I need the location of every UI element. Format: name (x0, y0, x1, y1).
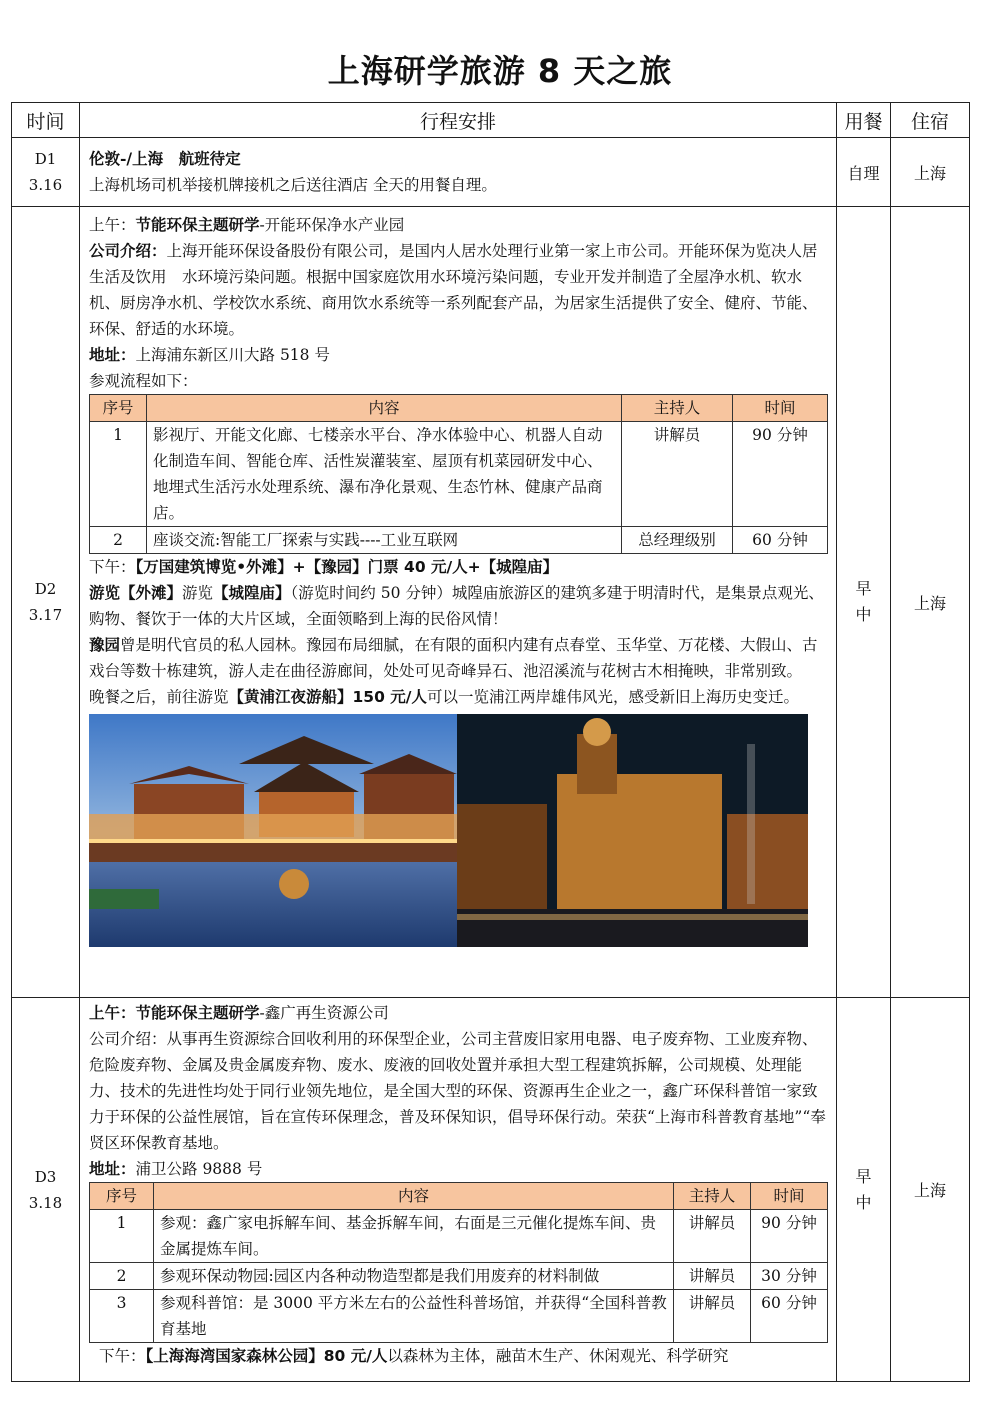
address-text: 上海浦东新区川大路 518 号 (135, 346, 330, 364)
row-no: 2 (90, 1263, 154, 1290)
day-row-d2 (12, 207, 970, 998)
morning-heading (89, 1000, 828, 1026)
table-row (90, 1290, 828, 1343)
header-meal: 用餐 (837, 103, 891, 138)
day-number: D1 (34, 150, 57, 168)
address-label: 地址： (89, 1159, 136, 1178)
col-no: 序号 (90, 395, 147, 422)
morning-topic: 节能环保主题研学 (135, 1003, 260, 1022)
row-host: 总经理级别 (622, 527, 733, 554)
day-cell-d3 (12, 998, 80, 1382)
table-row (90, 1210, 828, 1263)
company-intro: 公司介绍：从事再生资源综合回收利用的环保型企业，公司主营废旧家用电器、电子废弃物、工业废弃物、危险废弃物、金属及贵金属废弃物、废水、废液的回收处置并承担大型工程建筑拆解，公司规模、处理能力、技术的先进性均处于同行业领先地位，是全国大型的环保、资源再生企业之一，鑫广环保科普馆一家致力于环保的公益性展馆，旨在宣传环保理念，普及环保知识，倡导环保行动。荣获“上海市科普教育基地”“奉贤区环保教育基地。 (89, 1030, 826, 1152)
old-town-description (89, 580, 828, 632)
intro-text: 上海开能环保设备股份有限公司，是国内人居水处理行业第一家上市公司。开能环保为览决人居生活及饮用 水环境污染问题。根据中国家庭饮用水环境污染问题，专业开发并制造了全屋净水机、软水机、厨房净水机、学校饮水系统、商用饮水系统等一系列配套产品，为居家生活提供了安全、健府、节能、 环保、舒适的水环境。 (89, 242, 826, 338)
afternoon-items: 【万国建筑博览•外滩】+【豫园】门票 40 元/人+【城隍庙】 (135, 558, 559, 576)
row-no: 3 (90, 1290, 154, 1343)
day-number: D2 (34, 580, 57, 598)
col-content: 内容 (154, 1183, 674, 1210)
day-row-d1 (12, 138, 970, 207)
visit-schedule-table (89, 1182, 828, 1343)
day-cell-d2 (12, 207, 80, 998)
address (89, 342, 828, 368)
row-content: 影视厅、开能文化廊、七楼亲水平台、净水体验中心、机器人自动化制造车间、智能仓库、活性炭灌装室、屋顶有机菜园研发中心、地埋式生活污水处理系统、瀑布净化景观、生态竹林、健康产品商店。 (147, 422, 622, 527)
tour-text: 游览 (182, 584, 214, 602)
meal-breakfast: 早 (855, 579, 872, 598)
forest-park-text: 以森林为主体，融苗木生产、休闲观光、科学研究 (387, 1347, 729, 1365)
meal-lunch: 中 (855, 605, 872, 624)
meal-lunch: 中 (855, 1192, 872, 1212)
header-row (12, 103, 970, 138)
address (89, 1156, 828, 1182)
flight-line: 伦敦-/上海 航班待定 (89, 149, 241, 168)
day-row-d3 (12, 998, 970, 1382)
afternoon-heading (89, 554, 828, 580)
cruise-label: 【黄浦江夜游船】150 元/人 (228, 688, 427, 706)
night-prefix: 晚餐之后，前往游览 (89, 688, 229, 706)
table-row (90, 422, 828, 527)
transfer-line: 上海机场司机举接机牌接机之后送往酒店 全天的用餐自理。 (89, 176, 497, 194)
col-time: 时间 (751, 1183, 828, 1210)
temple-text: （游览时间约 50 分钟）城隍庙旅游区的建筑多建于明清时代，是集景点观光、购物、餐饮于一体的大片区域，全面领略到上海的民俗风情！ (89, 584, 824, 628)
forest-park-label: 【上海海湾国家森林公园】80 元/人 (145, 1347, 388, 1365)
morning-heading (89, 212, 828, 238)
day-date: 3.16 (28, 176, 63, 194)
row-host: 讲解员 (674, 1290, 751, 1343)
intro-label: 公司介绍： (89, 241, 167, 260)
stay-cell-d3: 上海 (891, 998, 970, 1382)
visit-flow-label: 参观流程如下： (89, 372, 198, 390)
bund-night-photo (457, 714, 808, 947)
header-stay: 住宿 (891, 103, 970, 138)
schedule-header-row (90, 395, 828, 422)
row-host: 讲解员 (674, 1210, 751, 1263)
yuyuan-photo (89, 714, 457, 947)
day-content-d1 (80, 138, 837, 207)
bund-label: 游览【外滩】 (89, 583, 183, 602)
afternoon-prefix: 下午： (99, 1347, 146, 1365)
row-host: 讲解员 (622, 422, 733, 527)
row-time: 90 分钟 (751, 1210, 828, 1263)
afternoon-heading (89, 1343, 828, 1369)
row-time: 30 分钟 (751, 1263, 828, 1290)
night-cruise (89, 684, 828, 710)
row-no: 1 (90, 422, 147, 527)
morning-prefix: 上午： (89, 216, 136, 234)
header-time: 时间 (12, 103, 80, 138)
stay-cell-d2: 上海 (891, 207, 970, 998)
row-no: 1 (90, 1210, 154, 1263)
table-row (90, 527, 828, 554)
visit-schedule-table (89, 394, 828, 554)
meal-cell-d3 (837, 998, 891, 1382)
yuyuan-description (89, 632, 828, 684)
temple-label: 【城隍庙】 (213, 583, 291, 602)
yuyuan-label: 豫园 (89, 635, 121, 654)
day-content-d2 (80, 207, 837, 998)
row-time: 60 分钟 (733, 527, 828, 554)
meal-cell-d2 (837, 207, 891, 998)
col-content: 内容 (147, 395, 622, 422)
row-host: 讲解员 (674, 1263, 751, 1290)
address-text: 浦卫公路 9888 号 (135, 1160, 263, 1178)
row-content: 参观环保动物园:园区内各种动物造型都是我们用废弃的材料制做 (154, 1263, 674, 1290)
col-host: 主持人 (674, 1183, 751, 1210)
col-no: 序号 (90, 1183, 154, 1210)
morning-topic: 节能环保主题研学 (135, 215, 260, 234)
company-intro (89, 238, 828, 342)
row-time: 90 分钟 (733, 422, 828, 527)
table-row (90, 1263, 828, 1290)
row-no: 2 (90, 527, 147, 554)
yuyuan-text: 曾是明代官员的私人园林。豫园布局细腻，在有限的面积内建有点春堂、玉华堂、万花楼、大假山、古戏台等数十栋建筑，游人走在曲径游廊间，处处可见奇峰异石、池沼溪流与花树古木相掩映，非常别致。 (89, 636, 818, 680)
stay-cell-d1: 上海 (891, 138, 970, 207)
day-cell-d1 (12, 138, 80, 207)
morning-place: -开能环保净水产业园 (259, 216, 405, 234)
day-date: 3.18 (28, 1193, 63, 1212)
row-time: 60 分钟 (751, 1290, 828, 1343)
meal-cell-d1: 自理 (837, 138, 891, 207)
cruise-text: 可以一览浦江两岸雄伟风光，感受新旧上海历史变迁。 (426, 688, 799, 706)
header-itinerary: 行程安排 (80, 103, 837, 138)
day-number: D3 (34, 1167, 57, 1186)
morning-place: -鑫广再生资源公司 (259, 1004, 389, 1022)
photo-strip (89, 714, 808, 947)
morning-prefix: 上午： (89, 1003, 136, 1022)
schedule-header-row (90, 1183, 828, 1210)
afternoon-prefix: 下午： (89, 558, 136, 576)
row-content: 参观：鑫广家电拆解车间、基金拆解车间，右面是三元催化提炼车间、贵金属提炼车间。 (154, 1210, 674, 1263)
itinerary-table (11, 102, 970, 1382)
day-content-d3 (80, 998, 837, 1382)
row-content: 参观科普馆：是 3000 平方米左右的公益性科普场馆，并获得“全国科普教育基地 (154, 1290, 674, 1343)
address-label: 地址： (89, 345, 136, 364)
row-content: 座谈交流:智能工厂探索与实践----工业互联网 (147, 527, 622, 554)
page-title: 上海研学旅游 8 天之旅 (327, 52, 673, 90)
col-time: 时间 (733, 395, 828, 422)
day-date: 3.17 (28, 606, 63, 624)
meal-breakfast: 早 (855, 1166, 872, 1186)
col-host: 主持人 (622, 395, 733, 422)
